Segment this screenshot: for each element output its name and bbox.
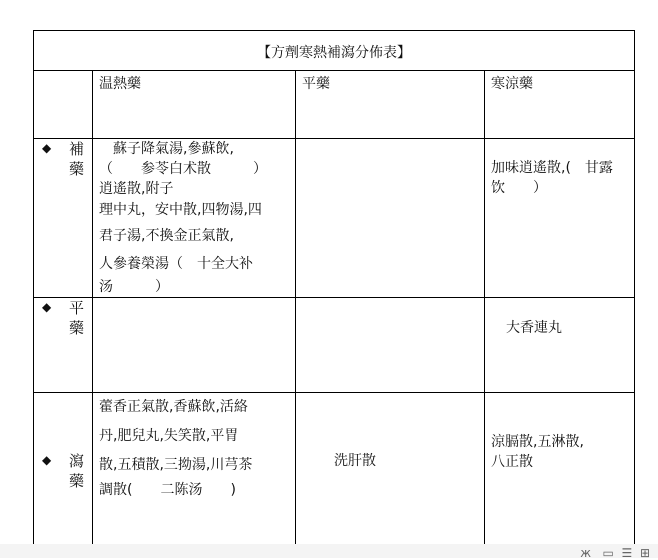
cool-cell[interactable] [485,298,635,393]
mode-icon[interactable]: ж [580,546,592,560]
diamond-bullet-icon: ◆ [42,453,52,467]
cool-cell[interactable] [485,393,635,548]
cell-line: 藿香正氣散,香蘇飲,活絡 [99,399,248,415]
cool-cell[interactable] [485,139,635,298]
cell-line: 理中丸，安中散,四物湯,四 [99,202,262,218]
cell-line: 洗肝散 [334,453,376,469]
cell-line: 君子湯,不換金正氣散, [99,228,234,244]
cell-line: 涼膈散,五淋散, [491,434,584,450]
row-label-cell[interactable] [34,393,93,548]
table-title-cell[interactable] [34,31,635,71]
cell-line: 散,五積散,三拗湯,川芎茶 [99,457,253,473]
neutral-cell[interactable] [296,298,485,393]
grid-view-icon[interactable]: ⊞ [639,546,650,560]
warm-cell[interactable] [93,298,296,393]
row-label-top: 補 [69,140,85,158]
header-blank-cell[interactable] [34,71,93,139]
diamond-bullet-icon: ◆ [42,141,52,155]
header-cool: 寒涼藥 [491,76,533,92]
page-view-icon[interactable]: ▭ [602,546,614,560]
row-label-bottom: 藥 [69,319,85,337]
cell-line: 丹,肥兒丸,失笑散,平胃 [99,428,239,444]
row-label-cell[interactable] [34,298,93,393]
herb-distribution-table [33,30,635,548]
header-neutral-cell[interactable] [296,71,485,139]
cell-line: （ 参苓白术散 ） [99,161,267,177]
cell-line: 加味逍遙散,( 甘露 [491,160,613,176]
row-label-bottom: 藥 [69,472,85,490]
row-label-top: 瀉 [69,452,85,470]
table-row [34,139,635,298]
status-bar [0,544,658,558]
row-label-top: 平 [69,299,85,317]
header-cool-cell[interactable] [485,71,635,139]
header-neutral: 平藥 [302,76,330,92]
cell-line: 大香連丸 [506,320,562,336]
cell-line: 調散( 二陈汤 ) [99,482,236,498]
cell-line: 逍遙散,附子 [99,181,174,197]
header-warm-cell[interactable] [93,71,296,139]
neutral-cell[interactable] [296,139,485,298]
warm-cell[interactable] [93,393,296,548]
table-title: 【方劑寒熱補瀉分佈表】 [257,44,411,61]
diamond-bullet-icon: ◆ [42,300,52,314]
row-label-bottom: 藥 [69,160,85,178]
cell-line: 饮 ） [491,180,547,196]
cell-line: 汤 ） [99,279,169,295]
cell-line: 蘇子降氣湯,參蘇飲, [99,141,234,157]
warm-cell[interactable] [93,139,296,298]
row-label-cell[interactable] [34,139,93,298]
cell-line: 八正散 [491,454,533,470]
table-row [34,393,635,548]
outline-view-icon[interactable]: ☰ [621,546,633,560]
cell-line: 人參養榮湯（ 十全大补 [99,256,253,272]
neutral-cell[interactable] [296,393,485,548]
header-warm: 温熱藥 [99,76,141,92]
table-row [34,298,635,393]
